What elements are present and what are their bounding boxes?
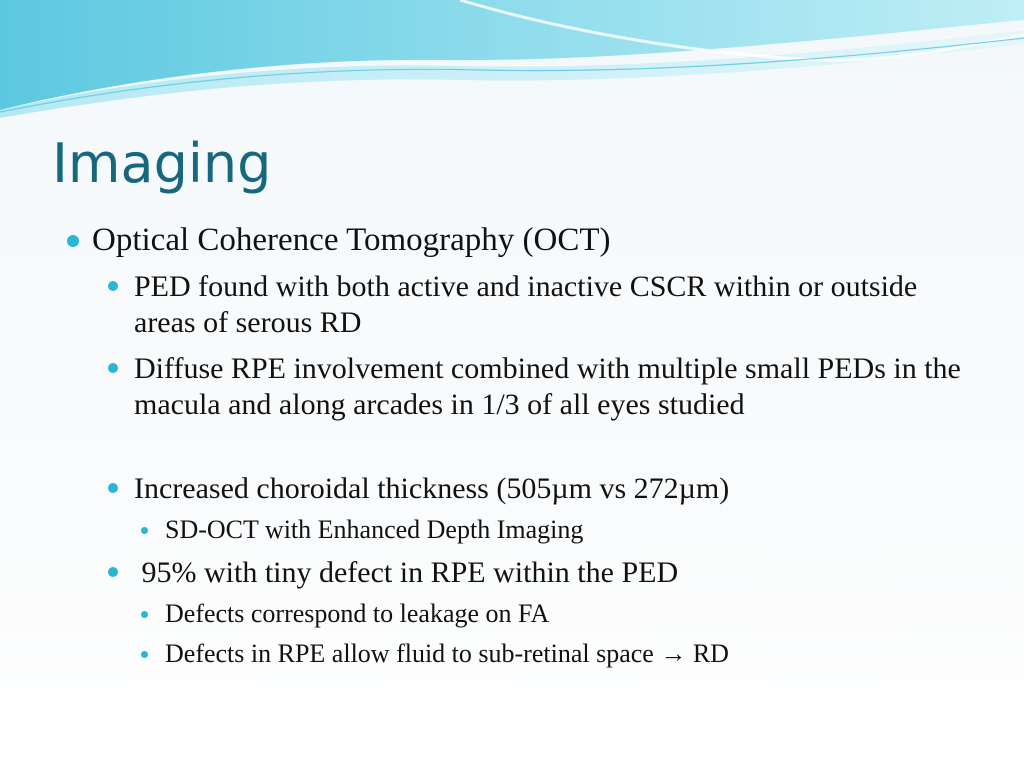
bullet-item: PED found with both active and inactive CSCR within or outside areas of serous RD bbox=[134, 270, 918, 339]
bullet-item: Defects in RPE allow fluid to sub-retinal space → RD bbox=[165, 639, 729, 668]
bullet-marker bbox=[108, 567, 118, 577]
bullet-item: Defects correspond to leakage on FA bbox=[165, 599, 550, 628]
bullet-marker bbox=[108, 281, 118, 291]
bullet-item: Increased choroidal thickness (505µm vs 272µm) bbox=[134, 472, 730, 505]
bullet-item: 95% with tiny defect in RPE within the PED bbox=[134, 556, 679, 589]
bullet-marker bbox=[67, 235, 79, 247]
bullet-item: Diffuse RPE involvement combined with multiple small PEDs in the macula and along arcades in 1/3 of all eyes studied bbox=[134, 352, 961, 421]
bullet-item: SD-OCT with Enhanced Depth Imaging bbox=[165, 515, 584, 544]
bullet-item: Optical Coherence Tomography (OCT) bbox=[92, 222, 611, 258]
bullet-marker bbox=[108, 483, 118, 493]
bullet-marker bbox=[141, 527, 148, 534]
bullet-marker bbox=[141, 651, 148, 658]
bullet-marker bbox=[141, 611, 148, 618]
bullet-marker bbox=[108, 363, 118, 373]
slide-title: Imaging bbox=[52, 132, 272, 195]
